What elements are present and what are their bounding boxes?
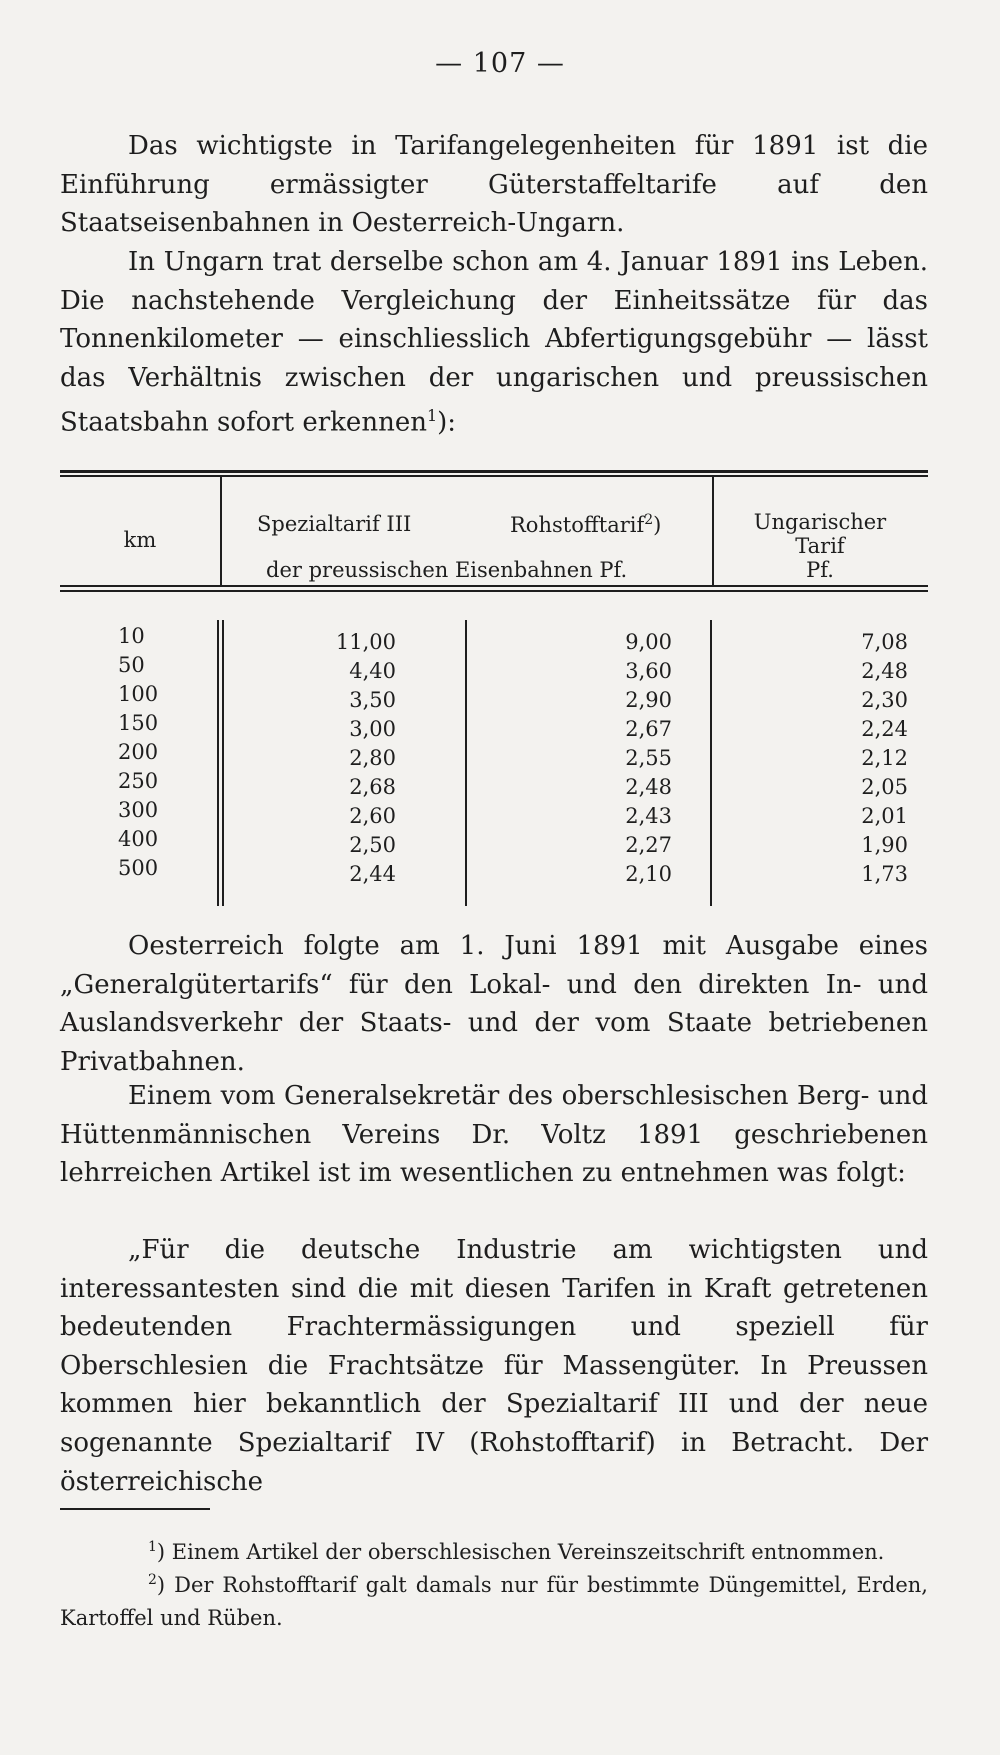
- table-top-rule: [60, 470, 928, 473]
- header-preussisch: der preussischen Eisenbahnen Pf.: [266, 558, 628, 582]
- table-cell-roh: 2,90: [625, 688, 672, 712]
- paragraph-oesterreich: Oesterreich folgte am 1. Juni 1891 mit Ausgabe eines „Generalgütertarifs“ für den Lokal- und den direkten In- und Auslandsverkehr der Staats- und der vom Staate betriebenen Privatbahnen.: [60, 931, 928, 1077]
- footnote-1-mark: 1: [148, 1539, 157, 1555]
- table-cell-ung: 1,73: [861, 862, 908, 886]
- table-cell-s3: 2,68: [349, 775, 396, 799]
- paragraph-ungarn-end: ):: [437, 408, 457, 439]
- header-bottom-rule: [60, 585, 928, 587]
- table-cell-ung: 2,01: [861, 804, 908, 828]
- table-cell-s3: 3,50: [349, 688, 396, 712]
- header-bottom-rule-2: [60, 590, 928, 592]
- paragraph-quote: „Für die deutsche Industrie am wichtigsten und interessantesten sind die mit diesen Tarifen in Kraft getretenen bedeutenden Frachtermässigungen und speziell für Oberschlesien die Frachtsätze für Massengüter. In Preussen kommen hier bekanntlich der Spezialtarif III und der neue sogenannte Spezialtarif IV (Rohstofftarif) in Betracht. Der österreichische: [60, 1235, 928, 1497]
- header-rohstofftarif-label: Rohstofftarif: [510, 513, 645, 537]
- table-cell-roh: 3,60: [625, 659, 672, 683]
- table-cell-km: 150: [118, 711, 159, 735]
- paragraph-ungarn: [60, 243, 928, 443]
- footnote-rule: [60, 1508, 210, 1510]
- footnote-ref-1: 1: [426, 406, 438, 426]
- table-cell-s3: 2,80: [349, 746, 396, 770]
- table-cell-km: 100: [118, 682, 159, 706]
- page-number: — 107 —: [435, 48, 565, 79]
- table-cell-s3: 2,60: [349, 804, 396, 828]
- footnote-2-text: ) Der Rohstofftarif galt damals nur für bestimmte Düngemittel, Erden, Kartoffel und Rüben.: [60, 1573, 928, 1630]
- table-cell-km: 250: [118, 769, 159, 793]
- table-cell-ung: 2,30: [861, 688, 908, 712]
- table-cell-km: 10: [118, 624, 145, 648]
- body-divider-2: [465, 620, 467, 906]
- table-top-rule-thin: [60, 475, 928, 477]
- table-cell-ung: 2,12: [861, 746, 908, 770]
- table-cell-km: 300: [118, 798, 159, 822]
- table-cell-s3: 11,00: [335, 630, 396, 654]
- table-cell-roh: 2,43: [625, 804, 672, 828]
- table-cell-km: 400: [118, 827, 159, 851]
- header-km: km: [123, 528, 157, 552]
- header-ungarisch-2: Tarif: [795, 534, 845, 558]
- paragraph-voltz: Einem vom Generalsekretär des oberschlesischen Berg- und Hüttenmännischen Vereins Dr. Voltz 1891 geschriebenen lehrreichen Artikel ist im wesentlichen zu entnehmen was folgt:: [60, 1081, 928, 1189]
- table-cell-roh: 2,27: [625, 833, 672, 857]
- table-cell-km: 200: [118, 740, 159, 764]
- table-cell-s3: 3,00: [349, 717, 396, 741]
- paragraph-tarif-intro: Das wichtigste in Tarifangelegenheiten für 1891 ist die Einführung ermässigter Güterstaffeltarife auf den Staatseisenbahnen in Oesterreich-Ungarn.: [60, 131, 928, 239]
- table-cell-s3: 2,44: [349, 862, 396, 886]
- table-cell-ung: 7,08: [861, 630, 908, 654]
- header-divider-1: [220, 477, 222, 585]
- table-cell-roh: 9,00: [625, 630, 672, 654]
- footnote-ref-2: 2: [644, 512, 654, 528]
- tariff-comparison-table: [60, 470, 928, 908]
- footnote-2: [60, 1564, 928, 1635]
- footnote-1-text: ) Einem Artikel der oberschlesischen Vereinszeitschrift entnommen.: [156, 1540, 885, 1564]
- table-cell-ung: 1,90: [861, 833, 908, 857]
- table-cell-roh: 2,10: [625, 862, 672, 886]
- table-cell-ung: 2,24: [861, 717, 908, 741]
- table-cell-roh: 2,55: [625, 746, 672, 770]
- header-rohstofftarif: [510, 512, 661, 537]
- header-spezialtarif: Spezialtarif III: [257, 512, 412, 536]
- table-cell-ung: 2,05: [861, 775, 908, 799]
- body-divider-3: [710, 620, 712, 906]
- table-cell-km: 50: [118, 653, 145, 677]
- header-rohstofftarif-close: ): [653, 513, 662, 537]
- table-cell-s3: 2,50: [349, 833, 396, 857]
- header-ungarisch-1: Ungarischer: [753, 510, 887, 534]
- table-cell-roh: 2,67: [625, 717, 672, 741]
- body-divider-1b: [222, 620, 224, 906]
- header-ungarisch-3: Pf.: [806, 558, 834, 582]
- table-cell-s3: 4,40: [349, 659, 396, 683]
- table-cell-ung: 2,48: [861, 659, 908, 683]
- table-cell-km: 500: [118, 856, 159, 880]
- table-cell-roh: 2,48: [625, 775, 672, 799]
- footnote-2-mark: 2: [148, 1572, 157, 1588]
- paragraph-ungarn-text: In Ungarn trat derselbe schon am 4. Januar 1891 ins Leben. Die nachstehende Vergleichung der Einheitssätze für das Tonnenkilometer — einschliesslich Abfertigungsgebühr — lässt das Verhältnis zwischen der ungarischen und preussischen Staatsbahn sofort erkennen: [60, 247, 928, 439]
